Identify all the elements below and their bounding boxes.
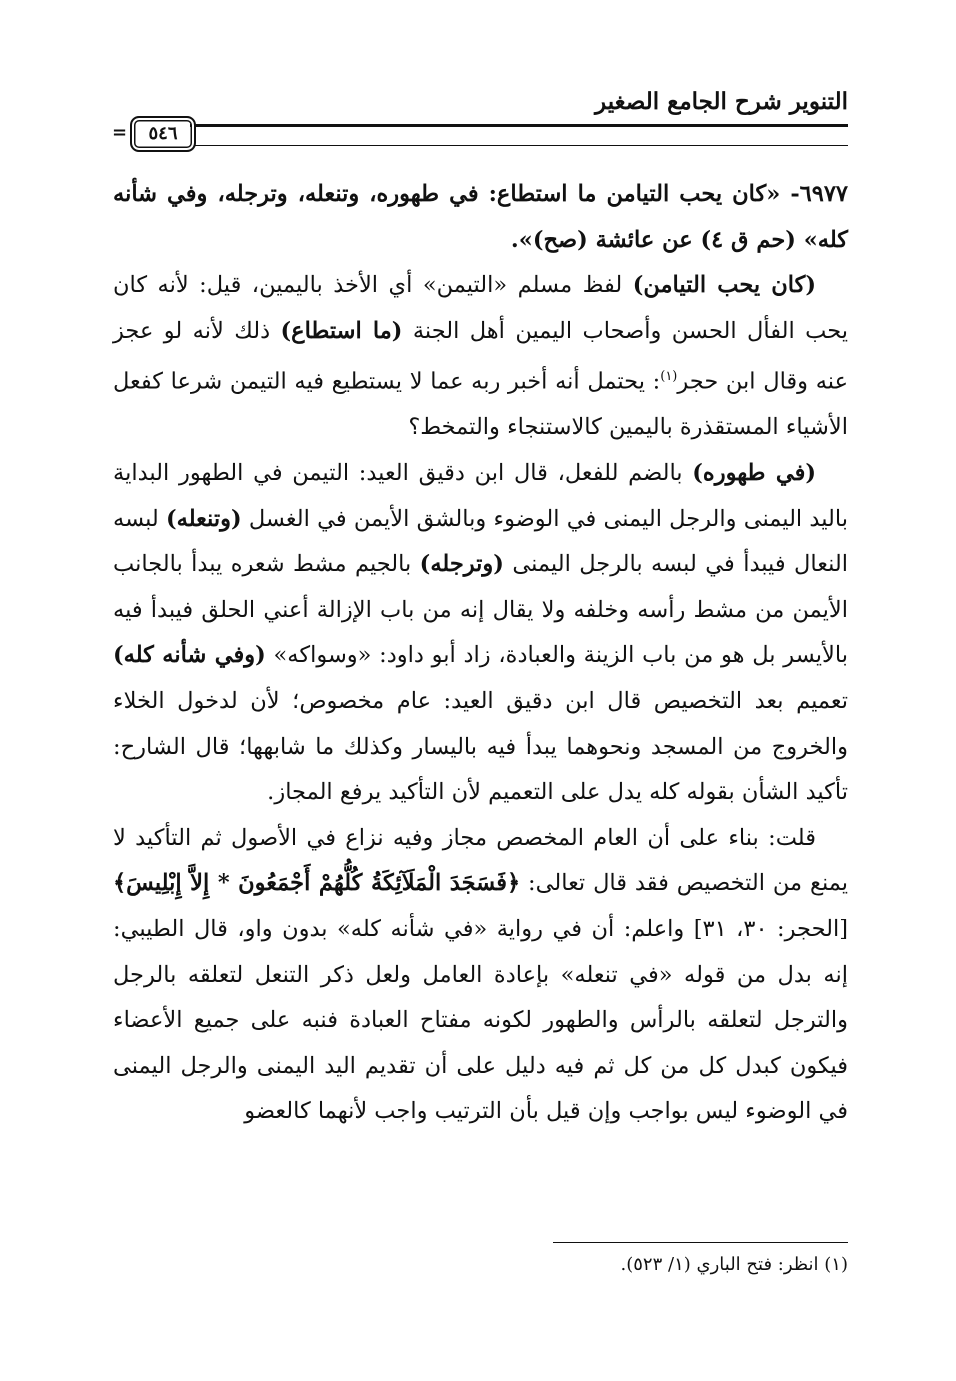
commentary-text: ذلك لأنه لو عجز عنه وقال ابن حجر: [113, 317, 848, 395]
commentary-text: [الحجر: ٣٠، ٣١] واعلم: أن في رواية «في شأنه كله» بدون واو، قال الطيبي: إنه بدل من قوله «في تنعله» بإعادة العامل ولعل ذكر التنعل لتعلقه بالرجل والترجل لتعلقه بالرأس والطهور لكونه مفتاح العبادة فنبه على جميع الأعضاء فيكون كبدل كل من كل ثم فيه دليل على أن تقديم اليد اليمنى والرجل اليمنى في الوضوء ليس بواجب وإن قيل بأن الترتيب واجب لأنهما كالعضو: [113, 916, 848, 1125]
footnote: (١) انظر: فتح الباري (١/ ٥٢٣).: [620, 1254, 848, 1275]
commentary-text: لبسه النعال فيبدأ في لبسه بالرجل اليمنى: [113, 505, 848, 578]
commentary-text: بالضم للفعل، قال ابن دقيق العيد: التيمن في الطهور البداية باليد اليمنى والرجل اليمنى في الوضوء وبالشق الأيمن في الغسل: [113, 460, 848, 532]
keyword-phrase: (وترجله): [419, 551, 504, 578]
footnote-separator: [553, 1242, 848, 1243]
header-double-rule: [190, 124, 848, 146]
footnote-marker: (١): [660, 369, 678, 385]
commentary-text: لفظ مسلم «التيمن» أي الأخذ باليمين، قيل: لأنه كان يحب الفأل الحسن وأصحاب اليمين أهل الجنة: [113, 272, 848, 344]
keyword-phrase: (ما استطاع): [280, 317, 403, 344]
paragraph-2: [113, 451, 848, 816]
keyword-phrase: (وفي شأنه كله): [113, 642, 266, 669]
paragraph-1: [113, 263, 848, 451]
keyword-phrase: (وتنعله): [166, 505, 242, 532]
page-number: ٥٤٦: [130, 116, 196, 152]
commentary-text: : يحتمل أنه أخبر ربه عما لا يستطيع فيه التيمن شرعا كفعل الأشياء المستقذرة باليمين كالاستنجاء والتمخط؟: [113, 368, 848, 441]
page-number-ornament: =: [112, 122, 128, 143]
commentary-text: بالجيم مشط شعره يبدأ بالجانب الأيمن من مشط رأسه وخلفه ولا يقال إنه من باب الإزالة أعني الحلق فيبدأ فيه بالأيسر بل هو من باب الزينة والعبادة، زاد أبو داود: «وسواكه»: [113, 551, 849, 669]
running-title: التنوير شرح الجامع الصغير: [595, 88, 848, 115]
commentary-text: قلت: بناء على أن العام المخصص مجاز وفيه نزاع في الأصول ثم التأكيد لا يمنع من التخصيص فقد قال تعالى:: [113, 824, 849, 897]
keyword-phrase: (في طهوره): [692, 460, 816, 487]
keyword-phrase: (كان يحب التيامن): [632, 272, 816, 299]
paragraph-3: [113, 816, 848, 1135]
quran-verse: ﴿فَسَجَدَ الْمَلَآئِكَةُ كُلُّهُمْ أَجْمَعُونَ * إِلاَّ إِبْلِيسَ﴾: [113, 870, 521, 897]
hadith-text: ٦٩٧٧- «كان يحب التيامن ما استطاع: في طهوره، وتنعله، وترجله، وفي شأنه كله» (حم ق ٤) عن عائشة (صح)».: [113, 181, 848, 253]
commentary-text: تعميم بعد التخصيص قال ابن دقيق العيد: عام مخصوص؛ لأن لدخول الخلاء والخروج من المسجد ونحوهما يبدأ فيه باليسار وكذلك ما شابهها؛ قال الشارح: تأكيد الشأن بقوله كله يدل على التعميم لأن التأكيد يرفع المجاز.: [113, 688, 848, 806]
body-text: [113, 172, 848, 1135]
